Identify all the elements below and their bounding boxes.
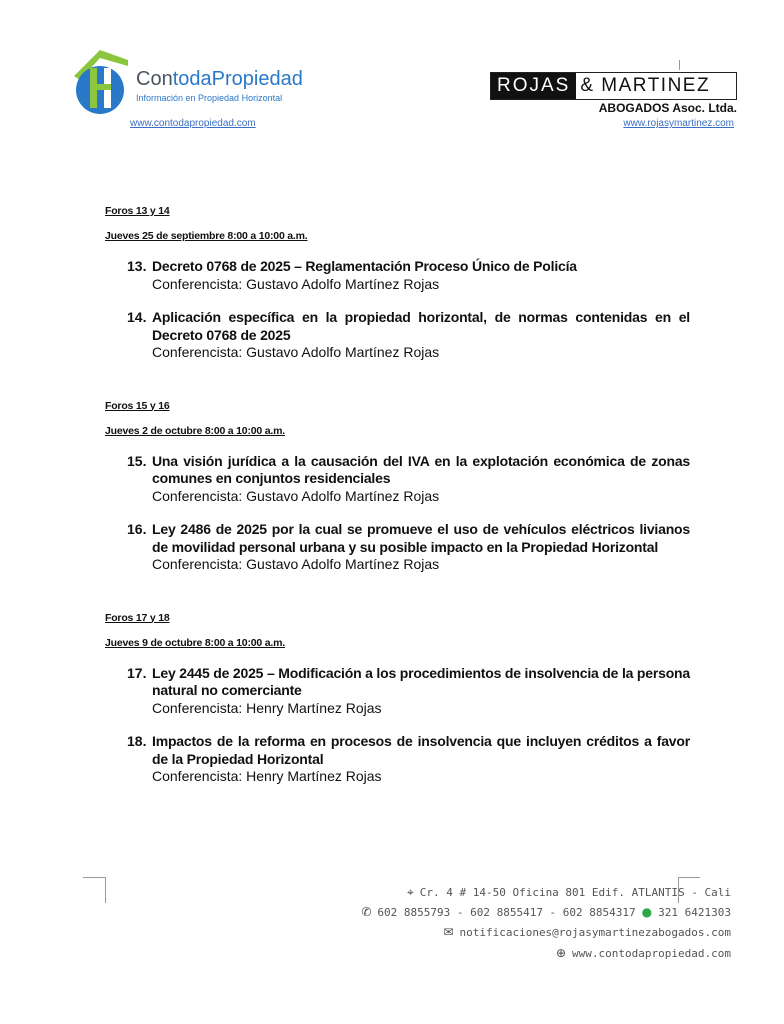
- forum-section: [105, 612, 690, 786]
- house-logo-icon: [70, 46, 134, 116]
- envelope-icon: ✉: [443, 925, 454, 939]
- firm-logo: [490, 72, 737, 100]
- talk-number: 14.: [127, 309, 147, 325]
- forum-section: [105, 205, 690, 362]
- talk-speaker: Conferencista: Gustavo Adolfo Martínez Rojas: [152, 556, 440, 572]
- firm-name-part2: & MARTINEZ: [580, 75, 711, 96]
- talk-number: 16.: [127, 521, 147, 537]
- talk-item: [127, 521, 690, 574]
- talk-item: [127, 258, 690, 293]
- talk-title: Ley 2486 de 2025 por la cual se promueve el uso de vehículos eléctricos livianos de movilidad personal urbana y su posible impacto en la Propiedad Horizontal: [152, 521, 690, 555]
- talk-speaker: Conferencista: Henry Martínez Rojas: [152, 768, 382, 784]
- talk-item: [127, 309, 690, 362]
- forum-title: Foros 15 y 16: [105, 399, 170, 412]
- talk-speaker: Conferencista: Henry Martínez Rojas: [152, 699, 382, 716]
- talk-number: 13.: [127, 258, 147, 274]
- talk-number: 18.: [127, 733, 147, 749]
- footer-address: [407, 885, 731, 900]
- phones-text: 602 8855793 - 602 8855417 - 602 8854317: [377, 905, 636, 919]
- email-link[interactable]: notificaciones@rojasymartinezabogados.com: [459, 925, 731, 939]
- talk-title: Decreto 0768 de 2025 – Reglamentación Proceso Único de Policía: [152, 258, 577, 274]
- forum-date: Jueves 9 de octubre 8:00 a 10:00 a.m.: [105, 636, 285, 649]
- location-pin-icon: ⌖: [406, 885, 414, 899]
- corner-mark-left: [105, 877, 106, 903]
- talk-number: 15.: [127, 452, 147, 469]
- talk-item: [127, 733, 690, 786]
- talk-speaker: Conferencista: Gustavo Adolfo Martínez Rojas: [152, 487, 440, 504]
- firm-name-part1: ROJAS: [491, 73, 576, 99]
- talk-speaker: Conferencista: Gustavo Adolfo Martínez Rojas: [152, 275, 440, 292]
- phone-icon: ✆: [361, 905, 372, 919]
- brand-tagline: Información en Propiedad Horizontal: [136, 93, 283, 103]
- whatsapp-icon: ●: [641, 905, 653, 919]
- corner-mark-left: [83, 877, 105, 878]
- firm-subtitle: ABOGADOS Asoc. Ltda.: [598, 101, 737, 115]
- forum-schedule: [105, 205, 690, 802]
- forum-date: Jueves 2 de octubre 8:00 a 10:00 a.m.: [105, 424, 285, 437]
- forum-section: [105, 400, 690, 574]
- talk-title: Aplicación específica en la propiedad horizontal, de normas contenidas en el Decreto 0768 de 2025: [152, 309, 690, 343]
- talk-title: Impactos de la reforma en procesos de insolvencia que incluyen créditos a favor de la Propiedad Horizontal: [152, 733, 690, 767]
- footer-website: [556, 946, 731, 960]
- talk-item: [127, 665, 690, 718]
- website-link[interactable]: www.contodapropiedad.com: [572, 946, 731, 960]
- footer-email: [443, 925, 731, 939]
- talk-title: Una visión jurídica a la causación del IVA en la explotación económica de zonas comunes en conjuntos residenciales: [152, 452, 690, 486]
- talk-item: [127, 453, 690, 506]
- brand-name: ContodaPropiedad: [136, 68, 303, 90]
- brand-url-link[interactable]: www.contodapropiedad.com: [130, 118, 256, 129]
- talk-speaker: Conferencista: Gustavo Adolfo Martínez Rojas: [152, 344, 440, 360]
- talk-title: Ley 2445 de 2025 – Modificación a los procedimientos de insolvencia de la persona natural no comerciante: [152, 664, 690, 698]
- header-tick-mark: [679, 60, 680, 70]
- firm-url-link[interactable]: www.rojasymartinez.com: [623, 118, 734, 129]
- forum-title: Foros 13 y 14: [105, 205, 170, 217]
- corner-mark-right: [678, 877, 700, 878]
- footer-phones: [361, 905, 731, 919]
- whatsapp-text: 321 6421303: [658, 905, 731, 919]
- globe-icon: ⊕: [555, 946, 567, 960]
- forum-title: Foros 17 y 18: [105, 611, 170, 624]
- address-text: Cr. 4 # 14-50 Oficina 801 Edif. ATLANTIS - Cali: [419, 886, 731, 899]
- talk-number: 17.: [127, 664, 147, 681]
- forum-date: Jueves 25 de septiembre 8:00 a 10:00 a.m.: [105, 230, 308, 242]
